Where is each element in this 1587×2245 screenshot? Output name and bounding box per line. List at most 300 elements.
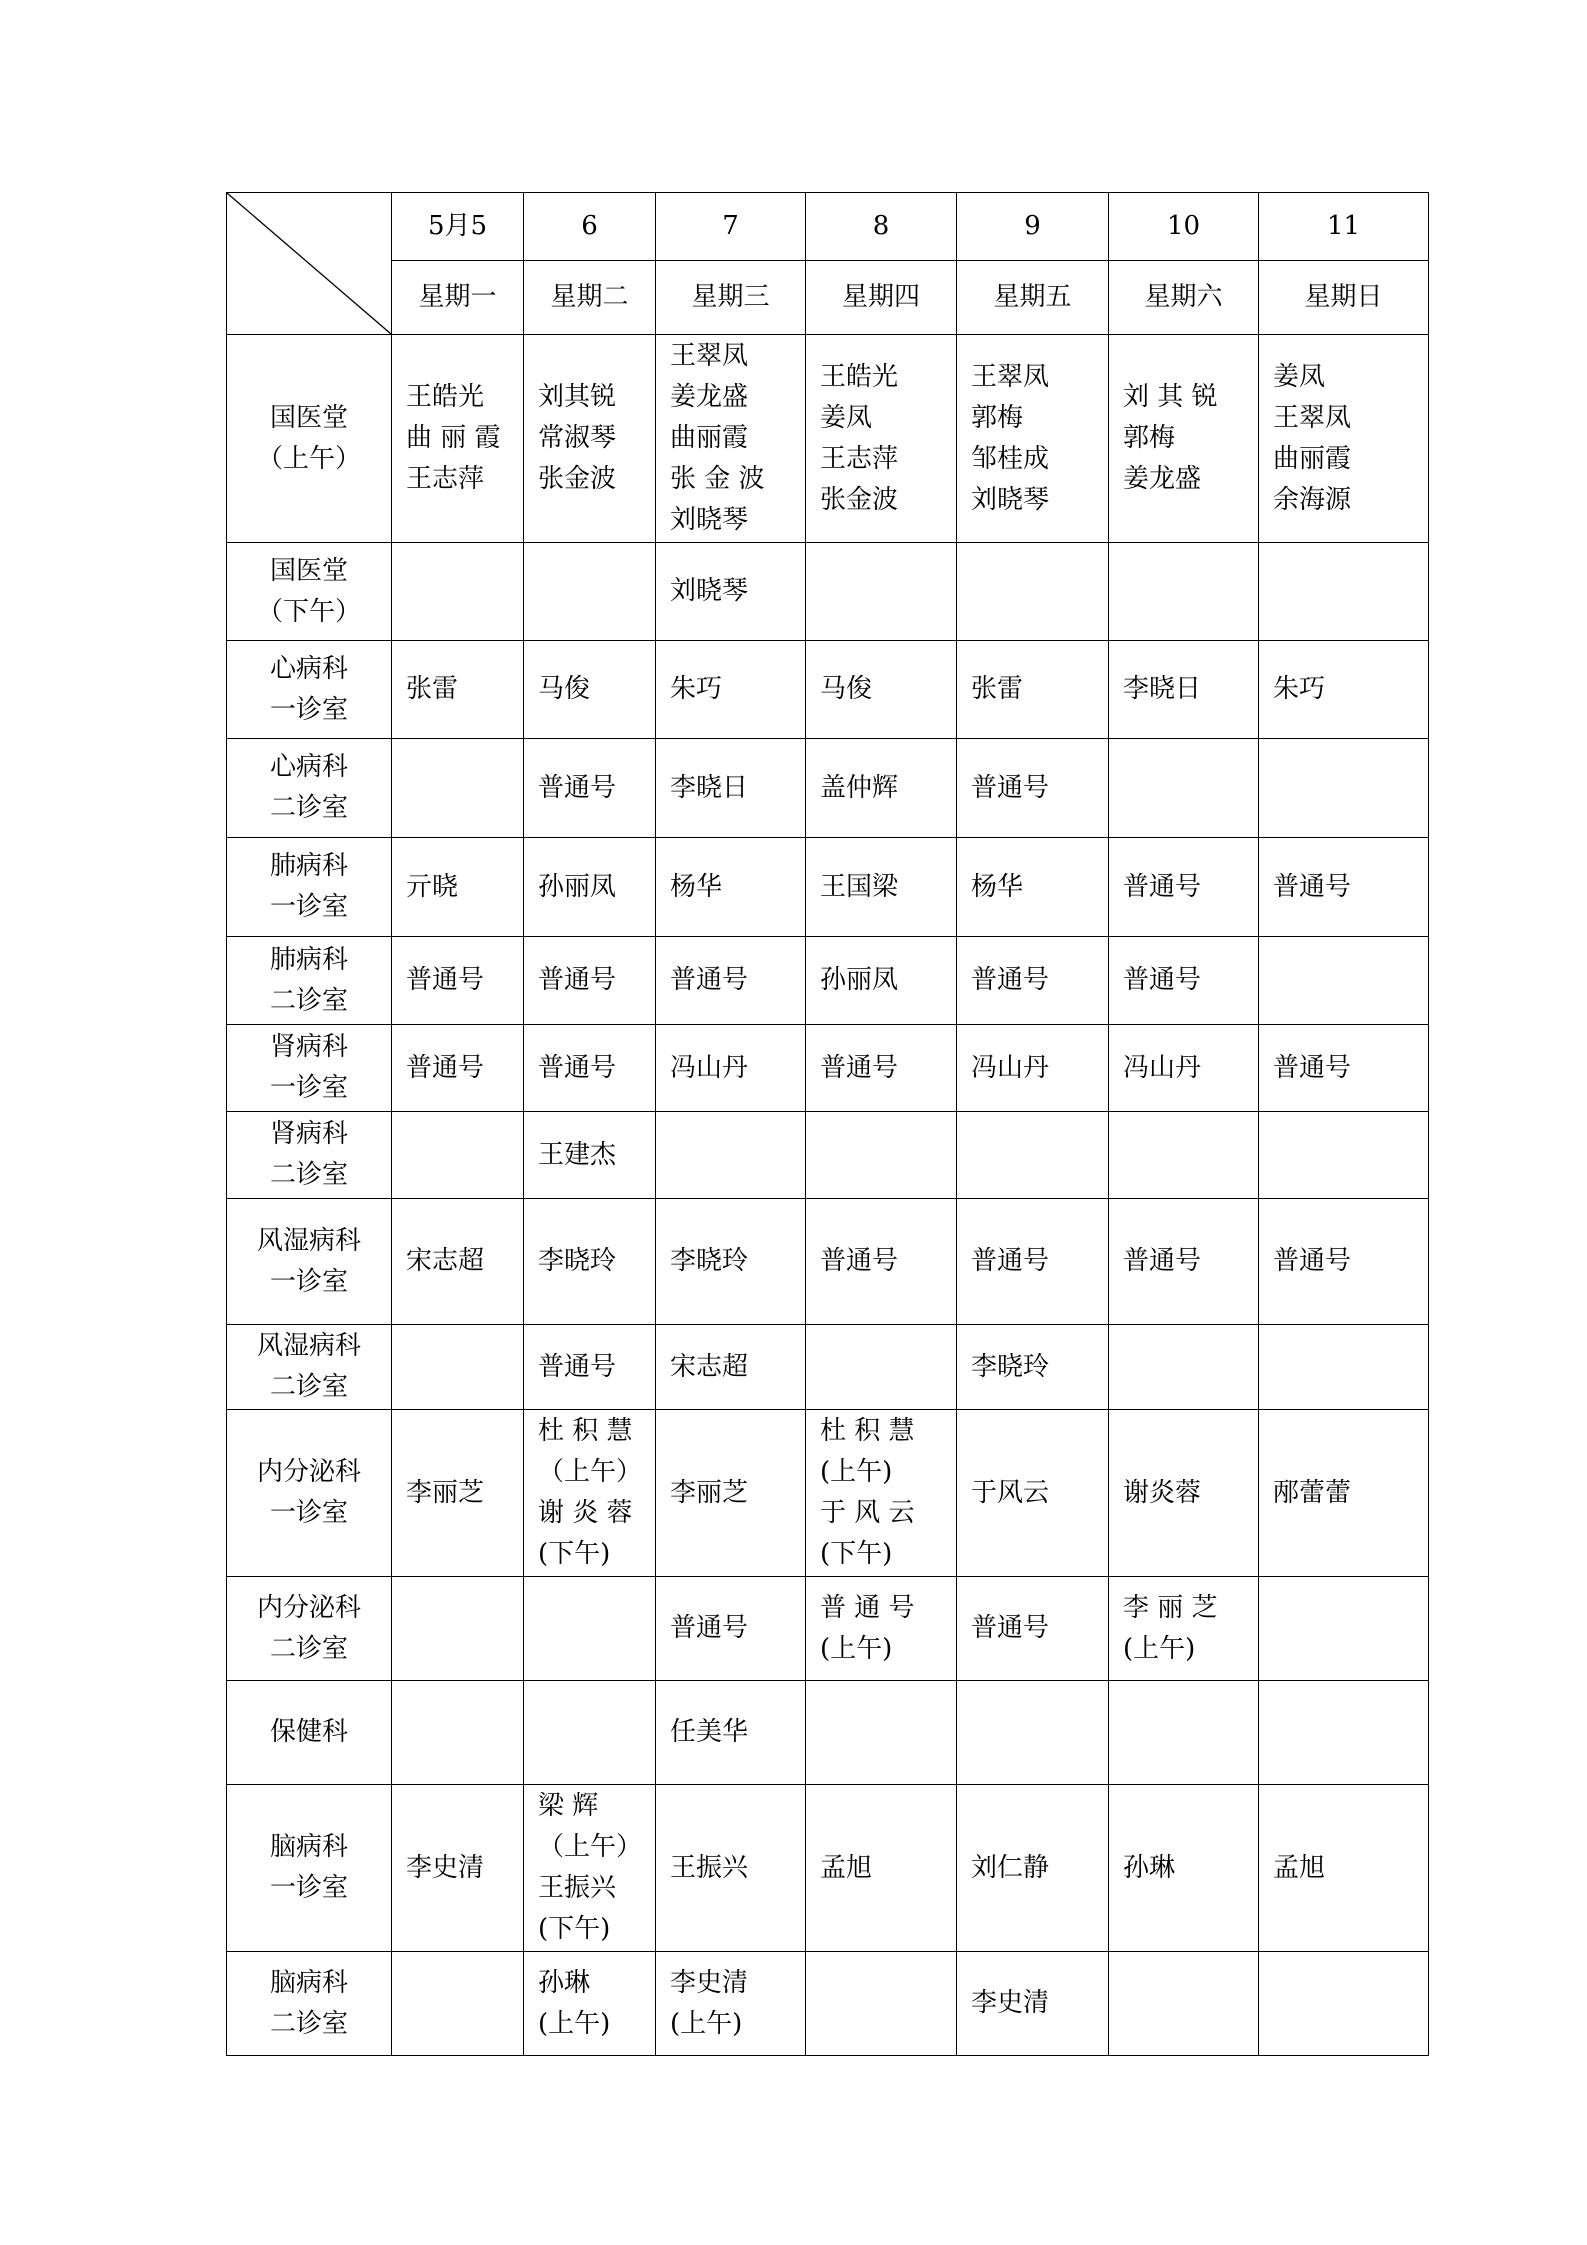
doctor-name: 马俊	[538, 674, 591, 704]
doctor-cell	[392, 1952, 524, 2056]
doctor-list	[806, 1411, 956, 1575]
doctor-name: 普通号	[670, 965, 749, 995]
doctor-cell	[1259, 641, 1429, 739]
doctor-name: 盖仲辉	[820, 772, 899, 803]
doctor-cell	[1259, 1112, 1429, 1199]
doctor-cell	[656, 1325, 806, 1410]
doctor-name: (下午)	[538, 1539, 611, 1569]
doctor-cell	[1109, 739, 1259, 838]
department-label: 心病科	[269, 653, 348, 684]
schedule-row	[227, 1325, 1429, 1410]
doctor-cell	[957, 543, 1109, 641]
doctor-list	[656, 1712, 805, 1753]
doctor-name: 刘晓琴	[670, 505, 749, 535]
doctor-cell	[656, 335, 806, 543]
doctor-name: 梁 辉	[538, 1791, 599, 1821]
schedule-row	[227, 1112, 1429, 1199]
doctor-list	[656, 1848, 805, 1889]
doctor-name: 普通号	[538, 1351, 617, 1382]
doctor-name: 李晓玲	[971, 1351, 1050, 1382]
weekday-cell	[806, 261, 957, 335]
doctor-cell	[1259, 1025, 1429, 1112]
date-cell	[1109, 193, 1259, 261]
date-cell	[957, 193, 1109, 261]
doctor-name: 王振兴	[670, 1852, 749, 1883]
doctor-cell	[806, 739, 957, 838]
doctor-name: 普通号	[820, 1246, 899, 1276]
schedule-row	[227, 1681, 1429, 1785]
doctor-list	[524, 1048, 655, 1089]
department-cell	[227, 1577, 392, 1681]
doctor-cell	[1109, 1410, 1259, 1577]
doctor-cell	[524, 641, 656, 739]
doctor-name: 姜龙盛	[1123, 464, 1202, 494]
doctor-cell	[392, 641, 524, 739]
doctor-name: 曲丽霞	[1273, 443, 1352, 474]
doctor-name: 普通号	[538, 965, 617, 995]
doctor-cell	[806, 543, 957, 641]
doctor-name: 李 丽 芝	[1123, 1592, 1218, 1623]
doctor-list	[524, 669, 655, 710]
doctor-list	[1259, 1473, 1428, 1514]
doctor-name: 李史清	[670, 1967, 749, 1998]
doctor-cell	[806, 1577, 957, 1681]
doctor-cell	[1259, 1325, 1429, 1410]
doctor-name: （上午）	[538, 1832, 643, 1862]
doctor-name: 王翠凤	[670, 341, 749, 371]
department-label: 一诊室	[269, 1266, 348, 1297]
doctor-name: 刘晓琴	[971, 484, 1050, 515]
schedule-row	[227, 1410, 1429, 1577]
department-label: 二诊室	[269, 1372, 348, 1402]
doctor-list	[656, 768, 805, 809]
doctor-list	[524, 1241, 655, 1282]
department-label: 脑病科	[269, 1832, 348, 1862]
doctor-name: 普通号	[538, 1052, 617, 1083]
doctor-cell	[1259, 937, 1429, 1025]
doctor-name: 孟旭	[1273, 1852, 1326, 1883]
doctor-name: 姜凤	[820, 402, 873, 433]
doctor-name: 王国梁	[820, 871, 899, 902]
doctor-list	[656, 1241, 805, 1282]
doctor-name: （上午）	[538, 1457, 643, 1487]
doctor-list	[656, 669, 805, 710]
doctor-name: 马俊	[820, 674, 873, 704]
doctor-cell	[656, 641, 806, 739]
doctor-name: (上午)	[538, 2008, 611, 2039]
doctor-list	[957, 1347, 1108, 1388]
doctor-name: 宋志超	[406, 1246, 485, 1276]
doctor-cell	[524, 937, 656, 1025]
doctor-name: 曲 丽 霞	[406, 423, 501, 453]
doctor-list	[656, 1473, 805, 1514]
department-label: 肺病科	[269, 851, 348, 881]
department-label: 肾病科	[269, 1032, 348, 1062]
doctor-name: 孙琳	[1123, 1852, 1176, 1883]
doctor-cell	[656, 739, 806, 838]
doctor-list	[392, 1241, 523, 1282]
doctor-cell	[957, 1025, 1109, 1112]
doctor-list	[656, 1608, 805, 1649]
schedule-row	[227, 335, 1429, 543]
doctor-name: 刘仁静	[971, 1852, 1050, 1883]
doctor-cell	[806, 1025, 957, 1112]
doctor-name: 王皓光	[820, 361, 899, 392]
date-cell	[392, 193, 524, 261]
weekday-cell	[392, 261, 524, 335]
doctor-list	[524, 1786, 655, 1950]
department-cell	[227, 1410, 392, 1577]
date-label: 11	[1326, 211, 1361, 241]
schedule-row	[227, 838, 1429, 937]
date-cell	[1259, 193, 1429, 261]
doctor-cell	[957, 1410, 1109, 1577]
doctor-cell	[957, 1112, 1109, 1199]
doctor-name: (下午)	[820, 1539, 893, 1569]
doctor-list	[1109, 669, 1258, 710]
doctor-name: 李丽芝	[406, 1477, 485, 1508]
weekday-cell	[656, 261, 806, 335]
doctor-list	[1259, 867, 1428, 908]
doctor-list	[1259, 1241, 1428, 1282]
department-cell	[227, 937, 392, 1025]
doctor-cell	[1109, 543, 1259, 641]
doctor-cell	[1109, 1325, 1259, 1410]
doctor-cell	[524, 1410, 656, 1577]
department-cell	[227, 1681, 392, 1785]
doctor-list	[656, 571, 805, 612]
doctor-cell	[957, 641, 1109, 739]
department-label: 脑病科	[269, 1967, 348, 1998]
doctor-name: 孙丽凤	[820, 965, 899, 995]
doctor-cell	[806, 1325, 957, 1410]
doctor-cell	[392, 838, 524, 937]
weekday-label: 星期四	[841, 282, 920, 312]
department-label: 风湿病科	[256, 1225, 361, 1256]
doctor-cell	[806, 1681, 957, 1785]
weekday-label: 星期六	[1144, 282, 1223, 312]
doctor-list	[1109, 377, 1258, 500]
doctor-list	[1259, 1048, 1428, 1089]
schedule-row	[227, 937, 1429, 1025]
department-label: 心病科	[269, 752, 348, 782]
department-label: 国医堂	[269, 555, 348, 586]
doctor-cell	[392, 1112, 524, 1199]
doctor-name: 普通号	[820, 1052, 899, 1083]
doctor-list	[524, 1135, 655, 1176]
doctor-list	[806, 1588, 956, 1670]
department-cell	[227, 1325, 392, 1410]
doctor-cell	[1259, 1952, 1429, 2056]
doctor-list	[957, 357, 1108, 521]
doctor-list	[806, 768, 956, 809]
doctor-name: 普通号	[1273, 1052, 1352, 1083]
doctor-name: 张金波	[538, 464, 617, 494]
department-cell	[227, 739, 392, 838]
doctor-cell	[957, 1199, 1109, 1325]
doctor-name: (上午)	[820, 1633, 893, 1664]
doctor-cell	[806, 1199, 957, 1325]
diagonal-line	[227, 193, 391, 334]
doctor-list	[806, 867, 956, 908]
weekday-cell	[957, 261, 1109, 335]
doctor-cell	[806, 1952, 957, 2056]
weekday-cell	[1109, 261, 1259, 335]
doctor-list	[806, 357, 956, 521]
doctor-name: (上午)	[670, 2008, 743, 2039]
doctor-name: 杨华	[971, 871, 1024, 902]
doctor-name: (下午)	[538, 1914, 611, 1944]
doctor-cell	[1109, 1199, 1259, 1325]
doctor-name: 张雷	[971, 674, 1024, 704]
doctor-list	[957, 1048, 1108, 1089]
doctor-list	[957, 768, 1108, 809]
doctor-cell	[806, 838, 957, 937]
doctor-list	[1109, 867, 1258, 908]
department-label: 一诊室	[269, 1498, 348, 1528]
doctor-name: 杜 积 慧	[538, 1416, 633, 1446]
department-label: 肾病科	[269, 1119, 348, 1149]
doctor-cell	[1109, 1025, 1259, 1112]
doctor-list	[524, 377, 655, 500]
doctor-cell	[524, 1025, 656, 1112]
weekday-label: 星期日	[1304, 282, 1383, 312]
doctor-list	[392, 867, 523, 908]
doctor-cell	[1109, 1952, 1259, 2056]
doctor-list	[1259, 357, 1428, 521]
doctor-list	[806, 669, 956, 710]
doctor-list	[392, 669, 523, 710]
weekday-cell	[524, 261, 656, 335]
doctor-name: 姜凤	[1273, 361, 1326, 392]
doctor-cell	[392, 543, 524, 641]
doctor-list	[957, 1983, 1108, 2024]
doctor-list	[524, 1963, 655, 2045]
doctor-cell	[1109, 1577, 1259, 1681]
department-label: 保健科	[269, 1717, 348, 1747]
doctor-name: 普通号	[538, 772, 617, 803]
doctor-name: 张雷	[406, 674, 459, 704]
doctor-list	[957, 960, 1108, 1001]
doctor-cell	[1109, 641, 1259, 739]
weekday-cell	[1259, 261, 1429, 335]
doctor-list	[1109, 1848, 1258, 1889]
doctor-name: 李晓日	[1123, 674, 1202, 704]
doctor-name: 谢炎蓉	[1123, 1477, 1202, 1508]
doctor-cell	[524, 543, 656, 641]
doctor-list	[392, 377, 523, 500]
department-label: 一诊室	[269, 694, 348, 725]
doctor-cell	[392, 1681, 524, 1785]
doctor-name: 刘晓琴	[670, 576, 749, 606]
doctor-name: 朱巧	[1273, 674, 1326, 704]
department-cell	[227, 1785, 392, 1952]
department-label: 风湿病科	[256, 1331, 361, 1361]
doctor-cell	[1259, 838, 1429, 937]
doctor-cell	[524, 1785, 656, 1952]
doctor-cell	[656, 1025, 806, 1112]
doctor-list	[656, 1963, 805, 2045]
department-label: 二诊室	[269, 2008, 348, 2039]
doctor-name: 王翠凤	[1273, 402, 1352, 433]
department-cell	[227, 1025, 392, 1112]
doctor-cell	[392, 1410, 524, 1577]
doctor-name: 常淑琴	[538, 423, 617, 453]
doctor-name: 普通号	[971, 1246, 1050, 1276]
doctor-name: 邹桂成	[971, 443, 1050, 474]
doctor-name: 李晓日	[670, 772, 749, 803]
doctor-list	[1259, 1848, 1428, 1889]
doctor-list	[524, 768, 655, 809]
doctor-name: 杜 积 慧	[820, 1416, 915, 1446]
doctor-list	[1109, 1048, 1258, 1089]
date-label: 10	[1166, 211, 1201, 241]
doctor-name: 曲丽霞	[670, 423, 749, 453]
doctor-cell	[957, 1952, 1109, 2056]
schedule-row	[227, 1025, 1429, 1112]
doctor-name: 邴蕾蕾	[1273, 1477, 1352, 1508]
doctor-list	[392, 1473, 523, 1514]
doctor-name: 普通号	[670, 1613, 749, 1643]
schedule-row	[227, 739, 1429, 838]
doctor-cell	[1259, 1199, 1429, 1325]
date-cell	[524, 193, 656, 261]
doctor-cell	[957, 1785, 1109, 1952]
doctor-cell	[1259, 1577, 1429, 1681]
doctor-cell	[656, 1199, 806, 1325]
date-label: 9	[1024, 211, 1041, 241]
doctor-list	[1109, 1473, 1258, 1514]
department-label: 一诊室	[269, 892, 348, 922]
doctor-list	[524, 1347, 655, 1388]
doctor-cell	[392, 335, 524, 543]
department-label: 二诊室	[269, 793, 348, 823]
department-label: 内分泌科	[256, 1592, 361, 1623]
department-cell	[227, 1952, 392, 2056]
doctor-cell	[392, 1577, 524, 1681]
doctor-list	[392, 1048, 523, 1089]
doctor-cell	[656, 543, 806, 641]
doctor-name: 王皓光	[406, 382, 485, 412]
doctor-name: 孙丽凤	[538, 871, 617, 902]
date-cell	[806, 193, 957, 261]
doctor-list	[806, 1048, 956, 1089]
weekday-label: 星期一	[418, 282, 497, 312]
date-header-row	[227, 193, 1429, 261]
doctor-cell	[957, 739, 1109, 838]
doctor-cell	[656, 1785, 806, 1952]
doctor-name: 余海源	[1273, 484, 1352, 515]
doctor-name: (上午)	[820, 1457, 893, 1487]
doctor-name: 李晓玲	[538, 1246, 617, 1276]
department-label: 一诊室	[269, 1073, 348, 1103]
doctor-name: 王志萍	[820, 443, 899, 474]
doctor-list	[957, 1848, 1108, 1889]
doctor-name: 刘 其 锐	[1123, 382, 1218, 412]
doctor-name: 于 风 云	[820, 1498, 915, 1528]
doctor-name: 普通号	[1123, 965, 1202, 995]
doctor-name: 普通号	[1273, 1246, 1352, 1276]
doctor-list	[806, 1848, 956, 1889]
doctor-cell	[392, 937, 524, 1025]
doctor-name: 任美华	[670, 1717, 749, 1747]
doctor-cell	[524, 1952, 656, 2056]
doctor-name: 普通号	[1273, 871, 1352, 902]
doctor-cell	[1259, 1785, 1429, 1952]
doctor-name: 郭梅	[1123, 423, 1176, 453]
doctor-name: 李史清	[406, 1852, 485, 1883]
weekday-label: 星期三	[691, 282, 770, 312]
doctor-cell	[524, 739, 656, 838]
doctor-name: 刘其锐	[538, 382, 617, 412]
doctor-name: 谢 炎 蓉	[538, 1498, 633, 1528]
corner-cell	[227, 193, 392, 335]
department-cell	[227, 838, 392, 937]
doctor-name: 李丽芝	[670, 1477, 749, 1508]
weekday-header-row	[227, 261, 1429, 335]
doctor-cell	[524, 1112, 656, 1199]
doctor-cell	[957, 335, 1109, 543]
doctor-name: 张金波	[820, 484, 899, 515]
doctor-list	[656, 336, 805, 541]
doctor-cell	[806, 641, 957, 739]
doctor-cell	[656, 1112, 806, 1199]
doctor-list	[656, 1347, 805, 1388]
doctor-name: 孙琳	[538, 1967, 591, 1998]
doctor-list	[524, 867, 655, 908]
department-label: 二诊室	[269, 985, 348, 1016]
doctor-name: 宋志超	[670, 1351, 749, 1382]
doctor-list	[1109, 960, 1258, 1001]
weekday-label: 星期二	[550, 282, 629, 312]
schedule-row	[227, 641, 1429, 739]
doctor-cell	[656, 838, 806, 937]
doctor-name: 冯山丹	[1123, 1052, 1202, 1083]
schedule-row	[227, 1952, 1429, 2056]
doctor-name: 普通号	[1123, 1246, 1202, 1276]
doctor-cell	[524, 1199, 656, 1325]
doctor-list	[656, 867, 805, 908]
doctor-list	[806, 1241, 956, 1282]
doctor-cell	[1109, 937, 1259, 1025]
date-cell	[656, 193, 806, 261]
doctor-name: 于风云	[971, 1477, 1050, 1508]
doctor-name: 郭梅	[971, 402, 1024, 433]
department-label: 肺病科	[269, 944, 348, 975]
doctor-cell	[392, 1199, 524, 1325]
doctor-name: (上午)	[1123, 1633, 1196, 1664]
doctor-cell	[392, 1325, 524, 1410]
doctor-name: 普通号	[971, 1613, 1050, 1643]
doctor-cell	[392, 1785, 524, 1952]
doctor-cell	[524, 335, 656, 543]
doctor-cell	[1259, 1410, 1429, 1577]
doctor-list	[957, 867, 1108, 908]
doctor-list	[524, 960, 655, 1001]
doctor-list	[392, 1848, 523, 1889]
doctor-name: 王建杰	[538, 1139, 617, 1170]
doctor-name: 李晓玲	[670, 1246, 749, 1276]
doctor-cell	[806, 1410, 957, 1577]
department-cell	[227, 641, 392, 739]
clinic-schedule-table	[226, 192, 1429, 2056]
department-label: 一诊室	[269, 1873, 348, 1903]
doctor-list	[524, 1411, 655, 1575]
department-label: （上午）	[256, 443, 361, 474]
doctor-cell	[957, 1577, 1109, 1681]
doctor-list	[392, 960, 523, 1001]
department-label: 国医堂	[269, 402, 348, 433]
